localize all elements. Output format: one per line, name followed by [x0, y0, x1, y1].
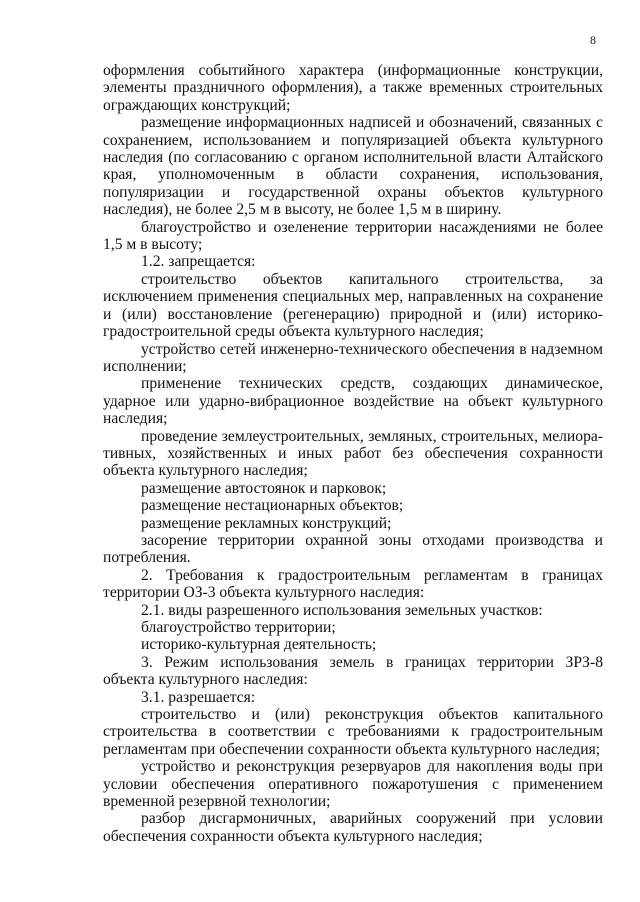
paragraph: 3. Режим использования земель в границах территории ЗРЗ-8 объекта культурного наследия:: [103, 653, 603, 689]
paragraph: устройство сетей инженерно-технического обеспечения в надземном исполнении;: [103, 340, 603, 375]
paragraph: засорение территории охранной зоны отходами производства и потребления.: [103, 531, 603, 567]
paragraph: размещение рекламных конструкций;: [141, 514, 392, 532]
paragraph: строительство объектов капитального строительства, за исключением применения специальных мер, направленных на сохранение и (или) восстановление (регенерацию) природной и (или) историко-градостроительной среды объекта культурного наследия;: [103, 270, 603, 341]
paragraph: размещение информационных надписей и обозначений, связанных с сохранением, использованием и популяризацией объекта культурного наследия (по согласованию с органом исполнительной власти Алтайского края, уполномоченным в области сохранения, использования, популяризации и государственной охраны объектов культурного наследия), не более 2,5 м в высоту, не более 1,5 м в ширину.: [103, 114, 603, 219]
paragraph: оформления событийного характера (информационные конструкции, элементы праздничного оформления), а также временных строительных ограждающих конструкций;: [103, 62, 603, 114]
paragraph: благоустройство и озеленение территории насаждениями не более 1,5 м в высоту;: [103, 218, 603, 254]
paragraph: устройство и реконструкция резервуаров для накопления воды при условии обеспечения оперативного пожаротушения с применением временной резервной технологии;: [103, 758, 603, 811]
page-number: 8: [590, 33, 596, 47]
paragraph: размещение автостоянок и парковок;: [141, 479, 387, 497]
paragraph: разбор дисгармоничных, аварийных сооружений при условии обеспечения сохранности объекта культурного наследия;: [103, 810, 603, 845]
paragraph: строительство и (или) реконструкция объектов капитального строительства в соответствии с требованиями к градостроительным регламентам при обеспечении сохранности объекта культурного наследия;: [103, 706, 603, 758]
paragraph: проведение землеустроительных, земляных, строительных, мелиоративных, хозяйственных и иных работ без обеспечения сохранности объекта культурного наследия;: [103, 427, 603, 480]
paragraph: историко-культурная деятельность;: [141, 636, 377, 654]
paragraph: благоустройство территории;: [141, 619, 336, 636]
paragraph: применение технических средств, создающих динамическое, ударное или ударно-вибрационное воздействие на объект культурного наследия;: [103, 375, 603, 428]
document-body: [103, 62, 603, 845]
paragraph: размещение нестационарных объектов;: [141, 497, 404, 515]
paragraph: 2.1. виды разрешенного использования земельных участков:: [141, 601, 543, 619]
paragraph: 3.1. разрешается:: [141, 688, 256, 706]
paragraph: 2. Требования к градостроительным регламентам в границах территории ОЗ-3 объекта культурного наследия:: [103, 566, 603, 602]
paragraph: 1.2. запрещается:: [141, 253, 256, 271]
